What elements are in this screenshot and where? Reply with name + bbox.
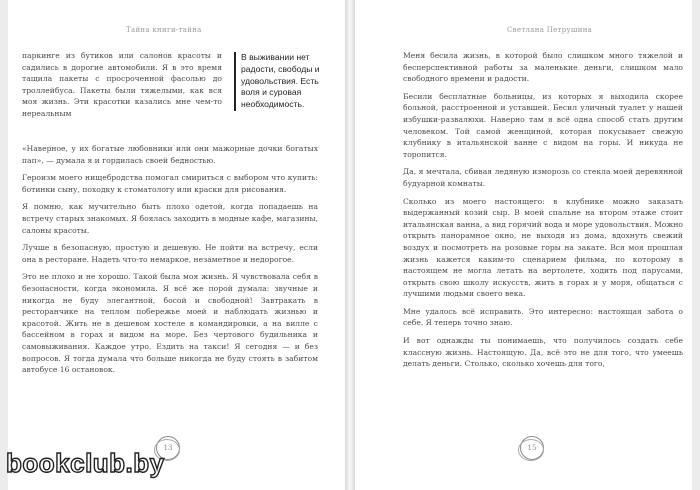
paragraph: Меня бесила жизнь, в которой было слишком много тяжелой и бесперспективной работы за маленькие деньги, слишком мало свободного времени и радости. [403, 51, 683, 84]
pull-quote: В выживании нет радости, свободы и удовольствия. Есть воля и суровая необходимость. [234, 52, 337, 111]
page-number-right [520, 436, 544, 460]
paragraph: Мне удалось всё исправить. Это интересно: настоящая забота о себе. Я теперь точно знаю. [403, 306, 683, 328]
paragraph: «Наверное, у их богатые любовники или они мажорные дочки богатых пап», — думала я и гордилась своей бедностью. [22, 144, 318, 165]
right-body-text [403, 50, 683, 376]
paragraph: Лучше в безопасную, простую и дешевую. Не пойти на встречу, если она в ресторане. Надеть что-то немаркое, незаметное и недорогое. [22, 243, 318, 264]
running-head-left: Тайна книги-тайна [126, 26, 202, 34]
watermark-logo: bookclub.by [6, 448, 165, 478]
right-page [355, 0, 692, 490]
paragraph: Я помню, как мучительно быть плохо одетой, когда попадаешь на встречу старых знакомых. Я боялась заходить в модные кафе, магазины, салоны красоты. [22, 202, 318, 235]
paragraph: паркинге из бутиков или салонов красоты и садились в дорогие автомобили. Я в это время тащила пакеты с просроченной фасолью до троллейбуса. Пакеты были тяжелыми, как вся моя жизнь. Эти красотки казались мне чем-то нереальным [22, 51, 222, 118]
paragraph: Это не плохо и не хорошо. Такой была моя жизнь. Я чувствовала себя в безопасности, когда экономила. Я всё же порой думала: звучные и никогда не буду элегантной, босой и свободной! Завтракать в ресторанчике на теплом побережье моей и наблюдать жизнью и красотой. Жить не в дешевом хостеле в командировки, а на вилле с бассейном в горах и видом на море. Без чертового будильника и самовыживания. Каждое утро. Ездить на такси! Я сегодня — и без вопросов. Я тогда думала что больше никогда не буду стоять в забитом автобусе 16 остановок. [22, 272, 318, 375]
paragraph: Да, я мечтала, сбивая ледяную изморозь со стекла моей деревянной будуарной комнаты. [403, 167, 683, 188]
paragraph: Сколько из моего настоящего: в клубнике можно заказать выдержанный козий сыр. В моей спальне на втором этаже стоит итальянская ванна, а вид горячий вода и море удовольствия. Можно открыть панорамное окно, не выходя из дома, вдохнуть свежий воздух и посмотреть на розовые горы на закате. Вся моя прошлая жизнь кажется каким-то сценарием фильма, по которому в настоящем не могла летать на вертолете, ходить под парусами, открыть свою школу искусств, жить в горах и у моря, общаться с лучшими людьми своего века. [403, 196, 683, 299]
paragraph: Бесили бесплатные больницы, из которых я выходила скорее больной, расстроенной и уставшей. Бесил уличный туалет у нашей избушки-развалюхи. Наверно там я всё одна способ стать другим человеком. Той самой женщиной, которая покусывает свежую клубнику в итальянской ванне с видом на горы. И никуда не торопится. [403, 91, 683, 159]
page-number-label: 15 [527, 444, 537, 452]
left-body-text [22, 143, 318, 382]
paragraph: И вот однажды ты понимаешь, что получилось создать себе классную жизнь. Настоящую. Да, всё это не для того, что умеешь делать деньги. Столько, сколько хочешь для того, [403, 336, 683, 369]
left-top-text [22, 50, 222, 126]
paragraph: Героизм моего нищебродства помогал смириться с выбором что купить: ботинки сыну, походку к стоматологу или краски для рисования. [22, 173, 318, 194]
left-page [8, 0, 345, 490]
page-number-label: 13 [163, 444, 173, 452]
running-head-right: Светлана Петрушина [507, 26, 593, 34]
book-gutter [345, 0, 355, 490]
